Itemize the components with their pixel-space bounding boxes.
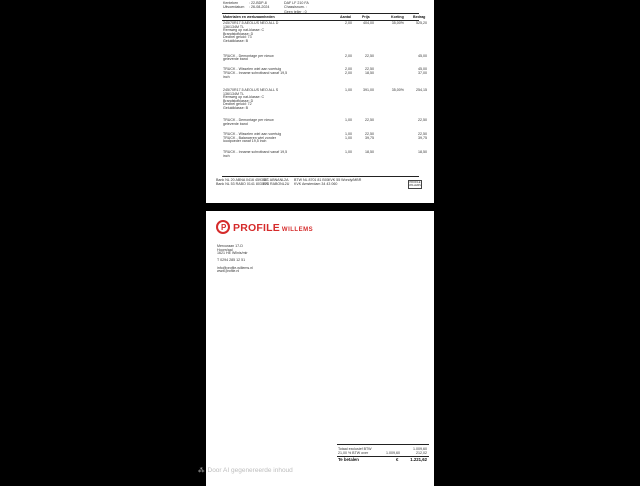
line-amount: 45,00 — [406, 54, 427, 58]
col-header-price: Prijs — [362, 15, 370, 19]
line-amount: 45,00 — [406, 67, 427, 71]
line-amount: 18,50 — [406, 150, 427, 154]
meta-label: Uitvoerdatum — [223, 5, 244, 9]
ai-notice-text: Door AI gegenereerde inhoud — [208, 467, 293, 474]
meta-extra: Chassisnum. : — [284, 5, 307, 9]
certification-stamp: PROFILE WILLEMS — [408, 180, 422, 189]
line-description: TRUCK - Inname schrotband vanaf 19,5 — [223, 71, 287, 75]
meta-value: : 26-08-2024 — [249, 5, 269, 9]
line-description: inch — [223, 154, 230, 158]
line-qty: 1,00 — [334, 132, 352, 136]
company-logo: PROFILE WILLEMS — [233, 222, 313, 234]
line-discount: 35,00% — [384, 21, 404, 25]
footer-vat: BTW NL 8701 81 B01 — [294, 178, 329, 182]
totals-label: 21,00 % BTW over — [338, 451, 368, 455]
footer-kvk: KVK 55 Wondy/MBR — [328, 178, 361, 182]
line-qty: 2,00 — [334, 21, 352, 25]
pay-currency: € — [396, 458, 398, 462]
line-amount: 254,15 — [406, 88, 427, 92]
line-qty: 1,00 — [334, 150, 352, 154]
pay-label: Te betalen — [338, 458, 359, 462]
line-description: Brandstofklasse: D — [223, 99, 253, 103]
line-discount: 35,00% — [384, 88, 404, 92]
pay-value: 1.221,62 — [401, 458, 427, 462]
line-amount: 22,50 — [406, 132, 427, 136]
line-amount: 22,50 — [406, 118, 427, 122]
totals-base: 1.009,60 — [378, 451, 400, 455]
address-line: info@profile-willems.nl — [217, 266, 253, 270]
footer-vat: KVK Amsterdam 34 43 060 — [294, 182, 337, 186]
profile-logo-icon: P — [216, 220, 230, 234]
line-description: Geluidklasse: B — [223, 106, 248, 110]
line-description: Geluidklasse: B — [223, 39, 248, 43]
address-line: T 0294 285 12 51 — [217, 258, 245, 262]
line-price: 391,00 — [356, 88, 374, 92]
meta-extra: Geen teller : 0 — [284, 10, 307, 14]
line-description: TRUCK - Inname schrotband vanaf 19,5 — [223, 150, 287, 154]
line-description: geleverde band — [223, 122, 248, 126]
footer-bank: Bank NL 20 ABNA 0416 4593 27 — [216, 178, 268, 182]
line-qty: 2,00 — [334, 71, 352, 75]
meta-extra: DAF LF 210 FA — [284, 1, 309, 5]
line-description: loodpoeder vanaf 19,5 inch — [223, 139, 266, 143]
meta-value: : 22-BDP-8 — [249, 1, 267, 5]
col-header-qty: Aantal — [340, 15, 351, 19]
line-price: 18,50 — [356, 71, 374, 75]
line-description: geleverde band — [223, 57, 248, 61]
ai-sparkle-icon: ⁂ — [198, 467, 205, 474]
line-amount: 525,20 — [406, 21, 427, 25]
invoice-page-2 — [206, 211, 434, 486]
totals-value: 212,02 — [405, 451, 427, 455]
line-description: 136/134M TL — [223, 92, 244, 96]
invoice-page-1 — [206, 0, 434, 203]
line-qty: 2,00 — [334, 67, 352, 71]
line-qty: 2,00 — [334, 54, 352, 58]
line-qty: 1,00 — [334, 118, 352, 122]
line-description: Decibel geluid: 73 — [223, 35, 252, 39]
line-description: inch — [223, 75, 230, 79]
col-header-disc: Korting — [391, 15, 404, 19]
line-price: 404,00 — [356, 21, 374, 25]
col-header-desc: Materialen en werkzaamheden — [223, 15, 275, 19]
col-header-amount: Bedrag — [413, 15, 425, 19]
line-description: TRUCK - Balanceren wiel zonder — [223, 136, 276, 140]
address-line: Hoorn/aal — [217, 248, 233, 252]
line-description: Decibel geluid: 72 — [223, 102, 252, 106]
line-description: Remweg op nat-klasse: C — [223, 95, 264, 99]
line-price: 22,50 — [356, 67, 374, 71]
line-price: 22,50 — [356, 54, 374, 58]
line-description: 136/134M TL — [223, 25, 244, 29]
line-description: Remweg op nat-klasse: C — [223, 28, 264, 32]
line-amount: 37,00 — [406, 71, 427, 75]
line-description: TRUCK - Demontage per nieuw — [223, 54, 274, 58]
address-line: www.profile.nl — [217, 269, 239, 273]
line-description: Brandstofklasse: D — [223, 32, 253, 36]
line-price: 22,50 — [356, 118, 374, 122]
line-price: 22,50 — [356, 132, 374, 136]
line-price: 18,50 — [356, 150, 374, 154]
line-amount: 39,75 — [406, 136, 427, 140]
line-qty: 1,00 — [334, 88, 352, 92]
totals-label: Totaal exclusief BTW — [338, 447, 372, 451]
line-price: 39,75 — [356, 136, 374, 140]
line-description: 245/70R17.5 AEOLUS NEO ALL S — [223, 88, 278, 92]
footer-bank: Bank NL 53 RABO 0141 8030 78 — [216, 182, 269, 186]
header-rule-top — [222, 13, 419, 14]
footer-bic: BIC ABNANL2A — [263, 178, 289, 182]
line-description: 245/70R17.5 AEOLUS NEO ALL D — [223, 21, 278, 25]
totals-value: 1.009,60 — [405, 447, 427, 451]
line-qty: 1,00 — [334, 136, 352, 140]
meta-label: Kenteken — [223, 1, 238, 5]
line-description: TRUCK - Demontage per nieuw — [223, 118, 274, 122]
ai-generated-notice — [198, 466, 293, 474]
address-line: 1621 HE Wilnis/mlr — [217, 251, 248, 255]
address-line: Mercuraan 17-D — [217, 244, 243, 248]
line-description: TRUCK - Wisselen wiel aan voertuig — [223, 67, 281, 71]
footer-bic: BIC RABONL2U — [263, 182, 289, 186]
line-description: TRUCK - Wisselen wiel aan voertuig — [223, 132, 281, 136]
